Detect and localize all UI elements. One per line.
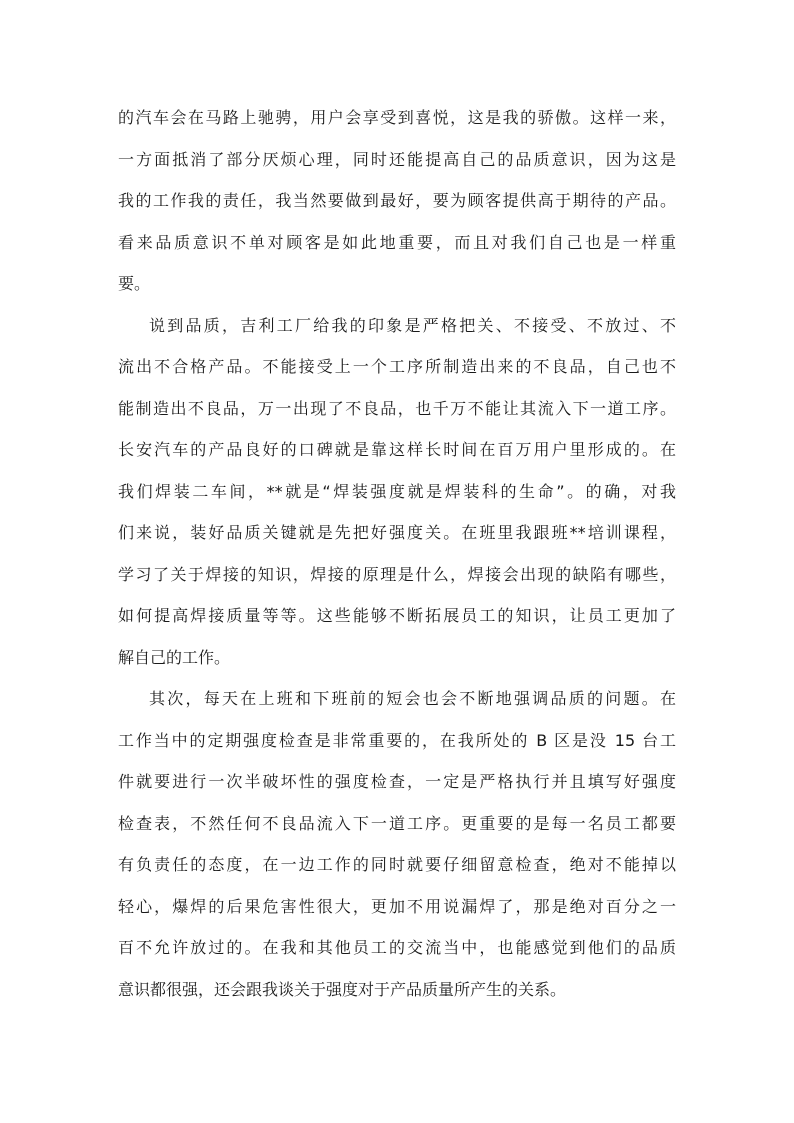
text-line: 长安汽车的产品良好的口碑就是靠这样长时间在百万用户里形成的。在 [118,440,676,459]
text-line: 流出不合格产品。不能接受上一个工序所制造出来的不良品，自己也不 [118,357,676,376]
text-line: 学习了关于焊接的知识，焊接的原理是什么，焊接会出现的缺陷有哪些， [118,564,676,584]
text-line: 一方面抵消了部分厌烦心理，同时还能提高自己的品质意识，因为这是 [118,149,676,169]
text-line: 百不允许放过的。在我和其他员工的交流当中，也能感觉到他们的品质 [118,938,676,957]
text-line: 说到品质，吉利工厂给我的印象是严格把关、不接受、不放过、不 [149,315,676,335]
text-line: 们来说，装好品质关键就是先把好强度关。在班里我跟班**培训课程， [118,523,676,542]
text-line: 解自己的工作。 [118,647,231,667]
text-line: 能制造出不良品，万一出现了不良品，也千万不能让其流入下一道工序。 [118,398,676,418]
paragraph [118,678,676,1010]
text-line: 其次，每天在上班和下班前的短会也会不断地强调品质的问题。在 [149,689,676,708]
text-line: 意识都很强，还会跟我谈关于强度对于产品质量所产生的关系。 [118,979,567,999]
text-line: 我们焊装二车间，**就是“焊装强度就是焊装科的生命”。的确，对我 [118,481,676,501]
paragraph [118,97,676,305]
text-line: 看来品质意识不单对顾客是如此地重要，而且对我们自己也是一样重 [118,232,676,252]
text-line: 我的工作我的责任，我当然要做到最好，要为顾客提供高于期待的产品。 [118,191,676,210]
text-line: 有负责任的态度，在一边工作的同时就要仔细留意检查，绝对不能掉以 [118,855,676,874]
text-line: 轻心，爆焊的后果危害性很大，更加不用说漏焊了，那是绝对百分之一 [118,896,676,916]
text-line: 要。 [118,274,151,293]
document-page [118,97,676,1010]
text-line: 如何提高焊接质量等等。这些能够不断拓展员工的知识，让员工更加了 [118,606,676,625]
paragraph [118,305,676,679]
text-line: 工作当中的定期强度检查是非常重要的，在我所处的 B 区是没 15 台工 [118,730,676,750]
text-line: 检查表，不然任何不良品流入下一道工序。更重要的是每一名员工都要 [118,813,676,833]
text-line: 件就要进行一次半破坏性的强度检查，一定是严格执行并且填写好强度 [118,772,676,791]
text-line: 的汽车会在马路上驰骋，用户会享受到喜悦，这是我的骄傲。这样一来， [118,108,676,127]
